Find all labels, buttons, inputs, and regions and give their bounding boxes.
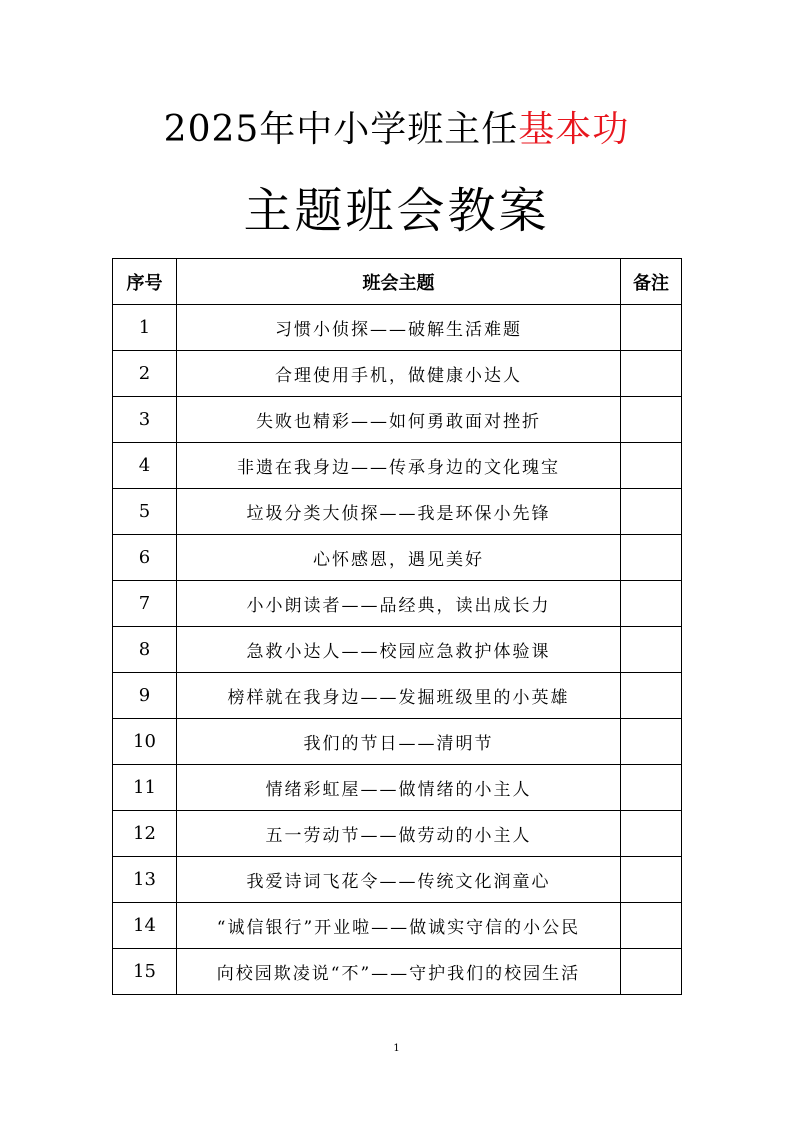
table-row xyxy=(113,765,682,811)
row-note xyxy=(621,857,682,903)
header-topic: 班会主题 xyxy=(177,259,621,305)
table-row xyxy=(113,673,682,719)
row-topic: 习惯小侦探——破解生活难题 xyxy=(177,305,621,351)
row-topic: 五一劳动节——做劳动的小主人 xyxy=(177,811,621,857)
row-topic: 垃圾分类大侦探——我是环保小先锋 xyxy=(177,489,621,535)
row-topic: “诚信银行”开业啦——做诚实守信的小公民 xyxy=(177,903,621,949)
row-note xyxy=(621,719,682,765)
row-topic: 小小朗读者——品经典，读出成长力 xyxy=(177,581,621,627)
row-number: 13 xyxy=(113,857,177,903)
row-note xyxy=(621,765,682,811)
row-topic: 合理使用手机，做健康小达人 xyxy=(177,351,621,397)
row-note xyxy=(621,351,682,397)
table-row xyxy=(113,811,682,857)
row-number: 14 xyxy=(113,903,177,949)
row-note xyxy=(621,673,682,719)
header-note: 备注 xyxy=(621,259,682,305)
row-note xyxy=(621,811,682,857)
row-topic: 情绪彩虹屋——做情绪的小主人 xyxy=(177,765,621,811)
table-row xyxy=(113,949,682,995)
table-row xyxy=(113,443,682,489)
page-number: 1 xyxy=(393,1043,400,1054)
row-number: 5 xyxy=(113,489,177,535)
table-row xyxy=(113,305,682,351)
document-title-line2: 主题班会教案 xyxy=(243,183,550,239)
row-note xyxy=(621,305,682,351)
row-note xyxy=(621,397,682,443)
row-topic: 失败也精彩——如何勇敢面对挫折 xyxy=(177,397,621,443)
title-red-part: 基本功 xyxy=(518,109,630,150)
header-number: 序号 xyxy=(113,259,177,305)
table-row xyxy=(113,581,682,627)
row-topic: 心怀感恩，遇见美好 xyxy=(177,535,621,581)
row-note xyxy=(621,627,682,673)
row-topic: 我爱诗词飞花令——传统文化润童心 xyxy=(177,857,621,903)
row-note xyxy=(621,535,682,581)
table-row xyxy=(113,857,682,903)
row-number: 1 xyxy=(113,305,177,351)
row-topic: 榜样就在我身边——发掘班级里的小英雄 xyxy=(177,673,621,719)
row-number: 8 xyxy=(113,627,177,673)
row-number: 2 xyxy=(113,351,177,397)
table-row xyxy=(113,397,682,443)
title-black-part: 2025年中小学班主任 xyxy=(163,109,519,150)
row-number: 11 xyxy=(113,765,177,811)
table-row xyxy=(113,903,682,949)
table-row xyxy=(113,351,682,397)
row-note xyxy=(621,489,682,535)
row-topic: 向校园欺凌说“不”——守护我们的校园生活 xyxy=(177,949,621,995)
row-topic: 我们的节日——清明节 xyxy=(177,719,621,765)
row-note xyxy=(621,949,682,995)
row-number: 10 xyxy=(113,719,177,765)
row-note xyxy=(621,903,682,949)
table-row xyxy=(113,627,682,673)
row-topic: 急救小达人——校园应急救护体验课 xyxy=(177,627,621,673)
row-number: 15 xyxy=(113,949,177,995)
class-meeting-topics-table xyxy=(112,258,682,995)
row-note xyxy=(621,443,682,489)
table-row xyxy=(113,535,682,581)
row-number: 6 xyxy=(113,535,177,581)
row-number: 9 xyxy=(113,673,177,719)
row-topic: 非遗在我身边——传承身边的文化瑰宝 xyxy=(177,443,621,489)
row-number: 4 xyxy=(113,443,177,489)
document-title-line1 xyxy=(0,108,793,152)
row-number: 12 xyxy=(113,811,177,857)
table-row xyxy=(113,719,682,765)
table-header-row xyxy=(113,259,682,305)
table-row xyxy=(113,489,682,535)
row-number: 7 xyxy=(113,581,177,627)
row-note xyxy=(621,581,682,627)
row-number: 3 xyxy=(113,397,177,443)
